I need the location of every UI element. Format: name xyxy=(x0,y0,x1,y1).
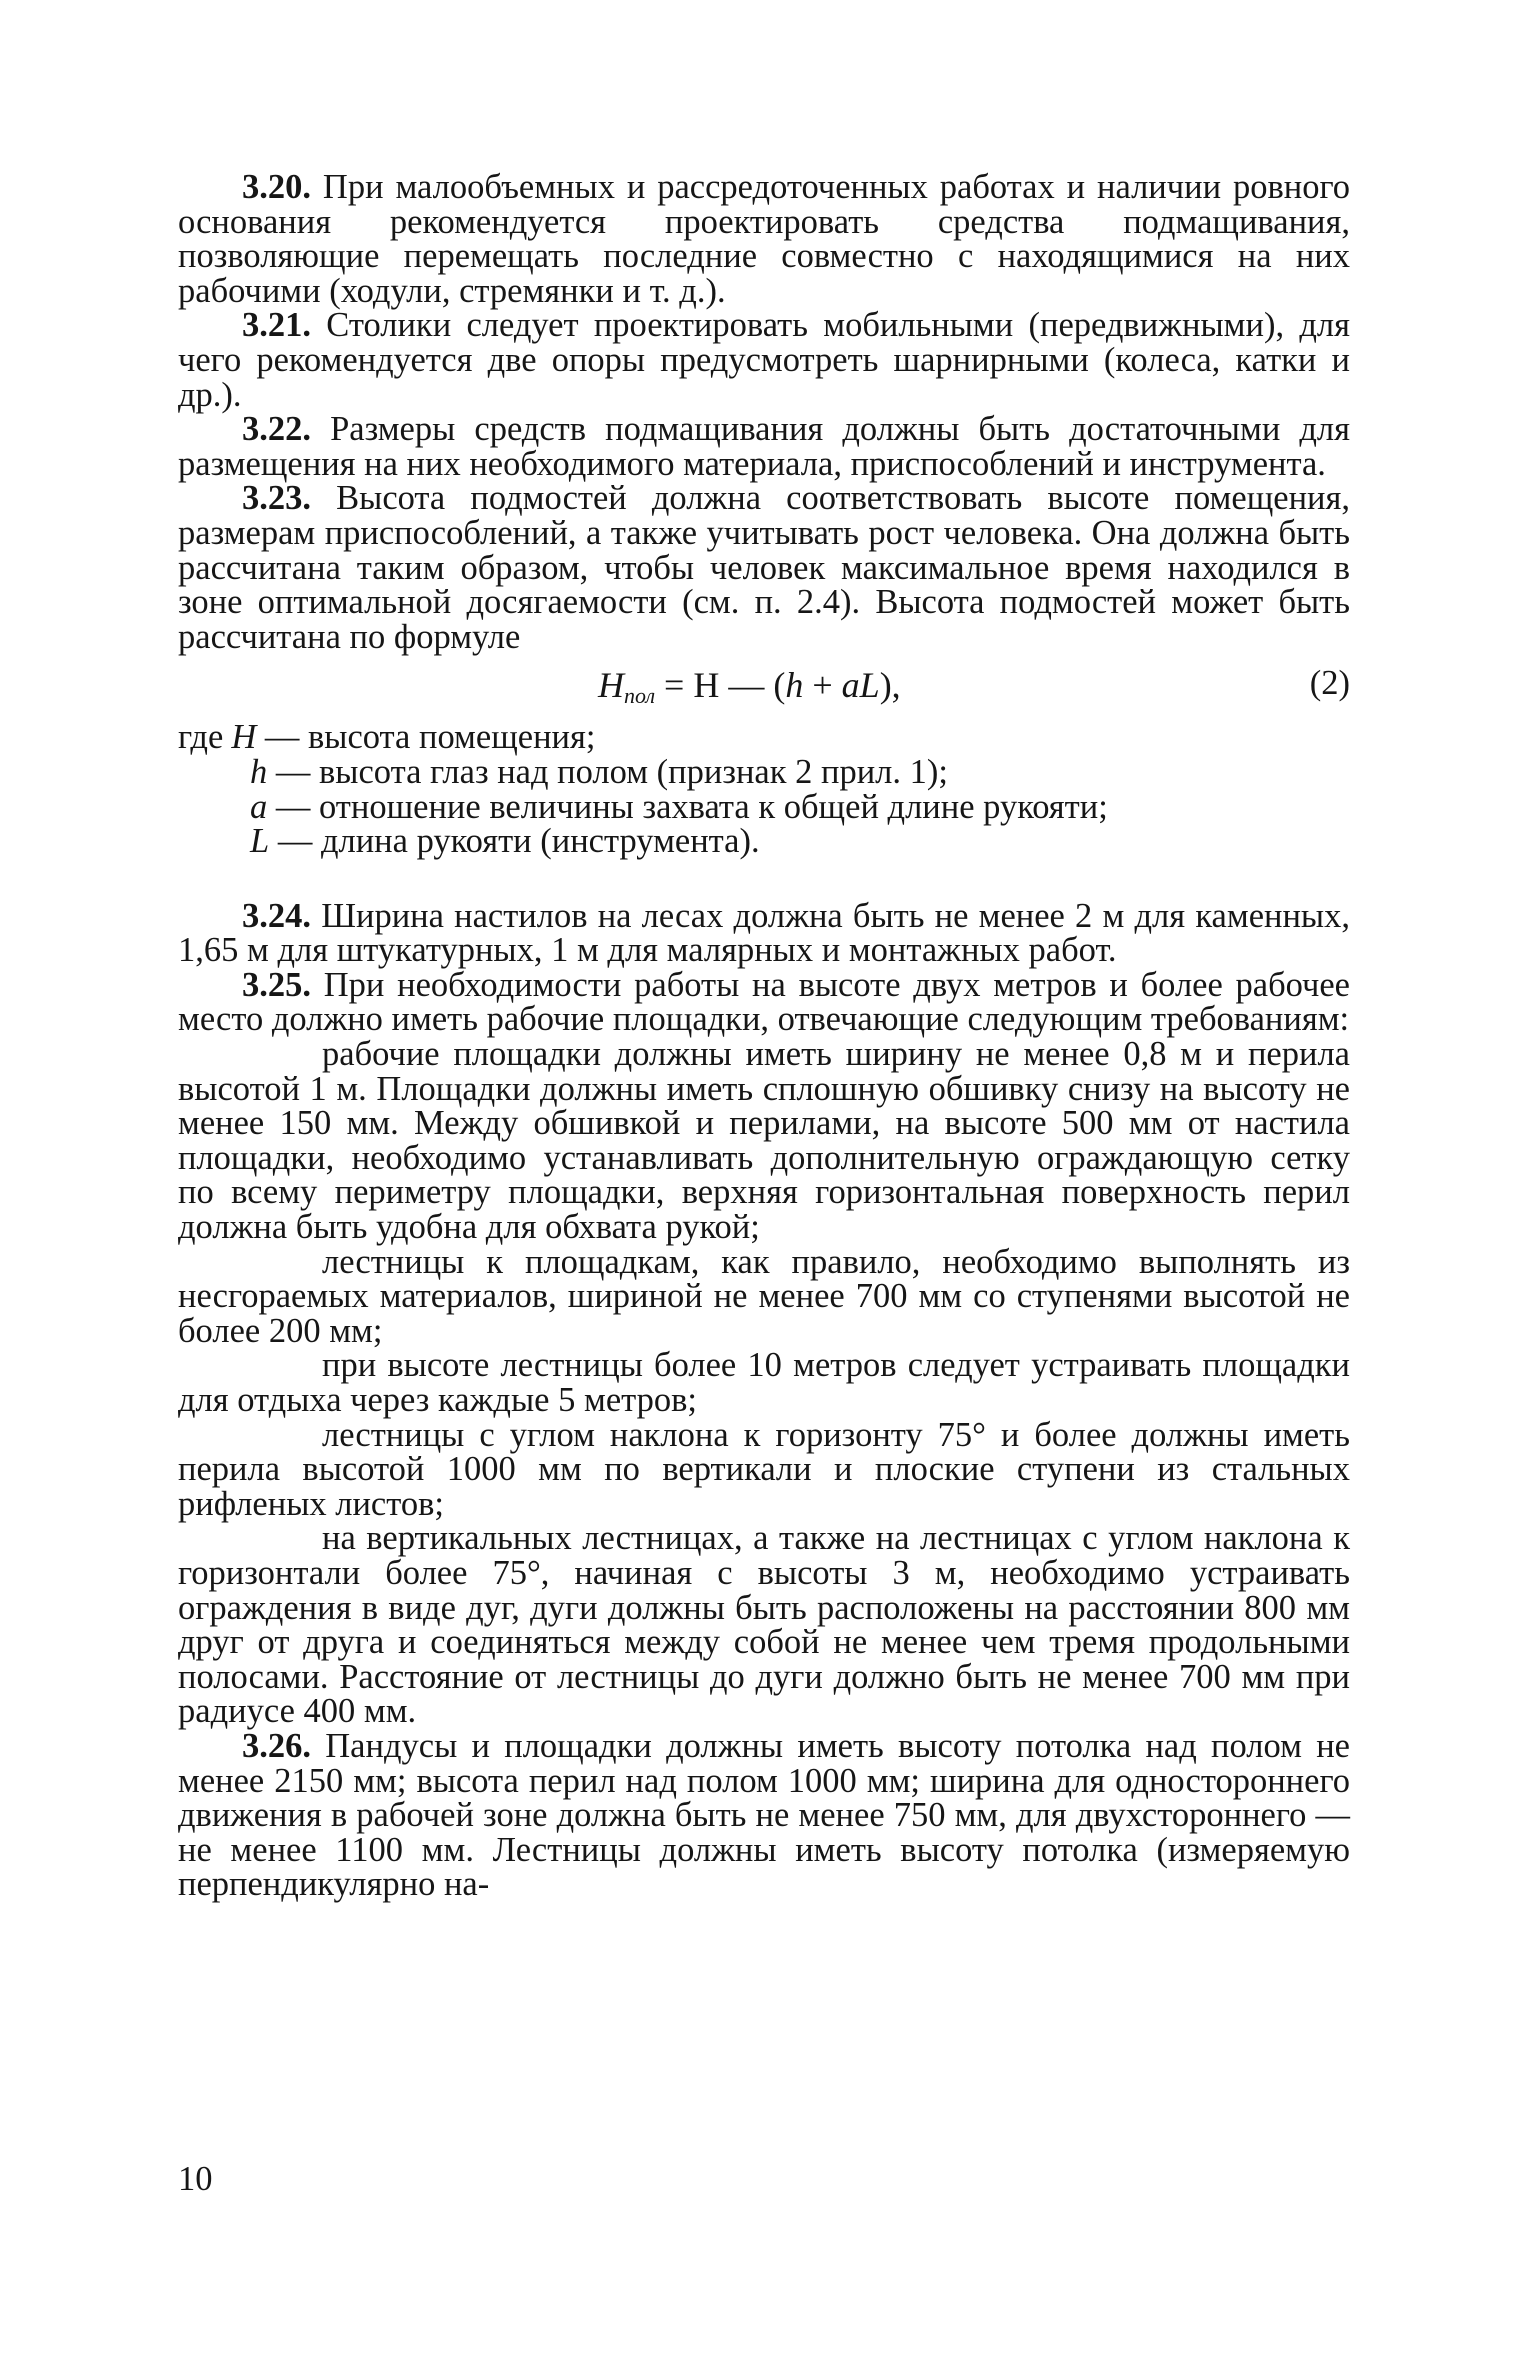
paragraph-3-21 xyxy=(178,308,1350,412)
paragraph-3-26 xyxy=(178,1726,1350,1904)
clause-number: 3.20. xyxy=(242,168,311,206)
formula-row xyxy=(178,664,1350,718)
legend-item xyxy=(178,787,1350,826)
legend-text: — высота глаз над полом (признак 2 прил. 1); xyxy=(267,752,948,791)
clause-number: 3.24. xyxy=(242,896,311,935)
formula-part: ), xyxy=(879,665,901,706)
clause-number: 3.21. xyxy=(242,306,311,345)
formula-part: aL xyxy=(841,665,880,706)
legend-item xyxy=(178,720,1350,755)
formula-part: = H — ( xyxy=(655,665,786,706)
clause-text: Высота подмостей должна соответствовать высоте помещения, размерам приспособлений, а также учитывать рост человека. Она должна быть рассчитана таким образом, чтобы человек максимальное время находился в зоне оптимальной досягаемости (см. п. 2.4). Высота подмостей может быть рассчитана по формуле xyxy=(178,479,1350,656)
clause-text: Размеры средств подмащивания должны быть достаточными для размещения на них необходимого материала, приспособлений и инструмента. xyxy=(178,410,1350,483)
clause-number: 3.26. xyxy=(242,1726,311,1765)
paragraph-3-24 xyxy=(178,896,1350,970)
paragraph-3-22 xyxy=(178,412,1350,481)
requirement-item: на вертикальных лестницах, а также на лестницах с углом наклона к горизонтали более 75°, начиная с высоты 3 м, необходимо устраивать ограждения в виде дуг, дуги должны быть расположены на расстоянии 800 мм друг от друга и соединяться между собой не менее чем тремя продольными полосами. Расстояние от лестницы до дуги должно быть не менее 700 мм при радиусе 400 мм. xyxy=(178,1519,1350,1731)
variable-legend xyxy=(178,718,1350,861)
clause-number: 3.23. xyxy=(242,479,311,518)
paragraph-3-25 xyxy=(178,965,1350,1039)
formula-part: + xyxy=(803,665,842,706)
requirement-item: при высоте лестницы более 10 метров следует устраивать площадки для отдыха через каждые 5 метров; xyxy=(178,1346,1350,1419)
legend-item xyxy=(178,824,1350,859)
clause-text: Столики следует проектировать мобильными (передвижными), для чего рекомендуется две опоры предусмотреть шарнирными (колеса, катки и др.). xyxy=(178,306,1350,414)
clause-text: Ширина настилов на лесах должна быть не менее 2 м для каменных, 1,65 м для штукатурных, 1 м для малярных и монтажных работ. xyxy=(178,896,1350,970)
requirement-item: рабочие площадки должны иметь ширину не менее 0,8 м и перила высотой 1 м. Площадки должны иметь сплошную обшивку снизу на высоту не менее 150 мм. Между обшивкой и перилами, на высоте 500 мм от настила площадки, необходимо устанавливать дополнительную ограждающую сетку по всему периметру площадки, верхняя горизонтальная поверхность перил должна быть удобна для обхвата рукой; xyxy=(178,1035,1350,1247)
page-body xyxy=(178,170,1350,1902)
legend-text: — высота помещения; xyxy=(256,718,596,757)
requirement-item: лестницы к площадкам, как правило, необходимо выполнять из несгораемых материалов, шириной не менее 700 мм со ступенями высотой не более 200 мм; xyxy=(178,1242,1350,1350)
formula-part: h xyxy=(785,665,804,706)
formula-lhs: H xyxy=(598,665,624,706)
legend-symbol: H xyxy=(231,718,257,757)
clause-number: 3.22. xyxy=(242,410,311,449)
legend-symbol: a xyxy=(250,787,268,826)
spacer xyxy=(178,859,1350,899)
legend-intro: где xyxy=(178,718,224,757)
paragraph-3-20 xyxy=(178,170,1350,308)
formula xyxy=(598,664,901,709)
legend-text: — отношение величины захвата к общей длине рукояти; xyxy=(267,787,1108,826)
clause-text: Пандусы и площадки должны иметь высоту потолка над полом не менее 2150 мм; высота перил над полом 1000 мм; ширина для одностороннего движения в рабочей зоне должна быть не менее 750 мм, для двухстороннего — не менее 1100 мм. Лестницы должны иметь высоту потолка (измеряемую перпендикулярно на- xyxy=(178,1726,1350,1904)
clause-text: При необходимости работы на высоте двух метров и более рабочее место должно иметь рабочие площадки, отвечающие следующим требованиям: xyxy=(178,965,1350,1039)
legend-text: — длина рукояти (инструмента). xyxy=(269,822,760,861)
legend-symbol: h xyxy=(250,752,268,791)
clause-number: 3.25. xyxy=(242,965,311,1004)
requirements-list xyxy=(178,1037,1350,1729)
page-number: 10 xyxy=(178,2160,213,2198)
paragraph-3-23 xyxy=(178,481,1350,654)
clause-text: При малообъемных и рассредоточенных работах и наличии ровного основания рекомендуется проектировать средства подмащивания, позволяющие перемещать последние совместно с находящимися на них рабочими (ходули, стремянки и т. д.). xyxy=(178,168,1350,310)
formula-lhs-subscript: пол xyxy=(624,683,656,709)
legend-item xyxy=(178,752,1350,791)
equation-number: (2) xyxy=(1309,664,1350,703)
requirement-item: лестницы с углом наклона к горизонту 75° и более должны иметь перила высотой 1000 мм по вертикали и плоские ступени из стальных рифленых листов; xyxy=(178,1415,1350,1523)
legend-symbol: L xyxy=(250,822,270,861)
